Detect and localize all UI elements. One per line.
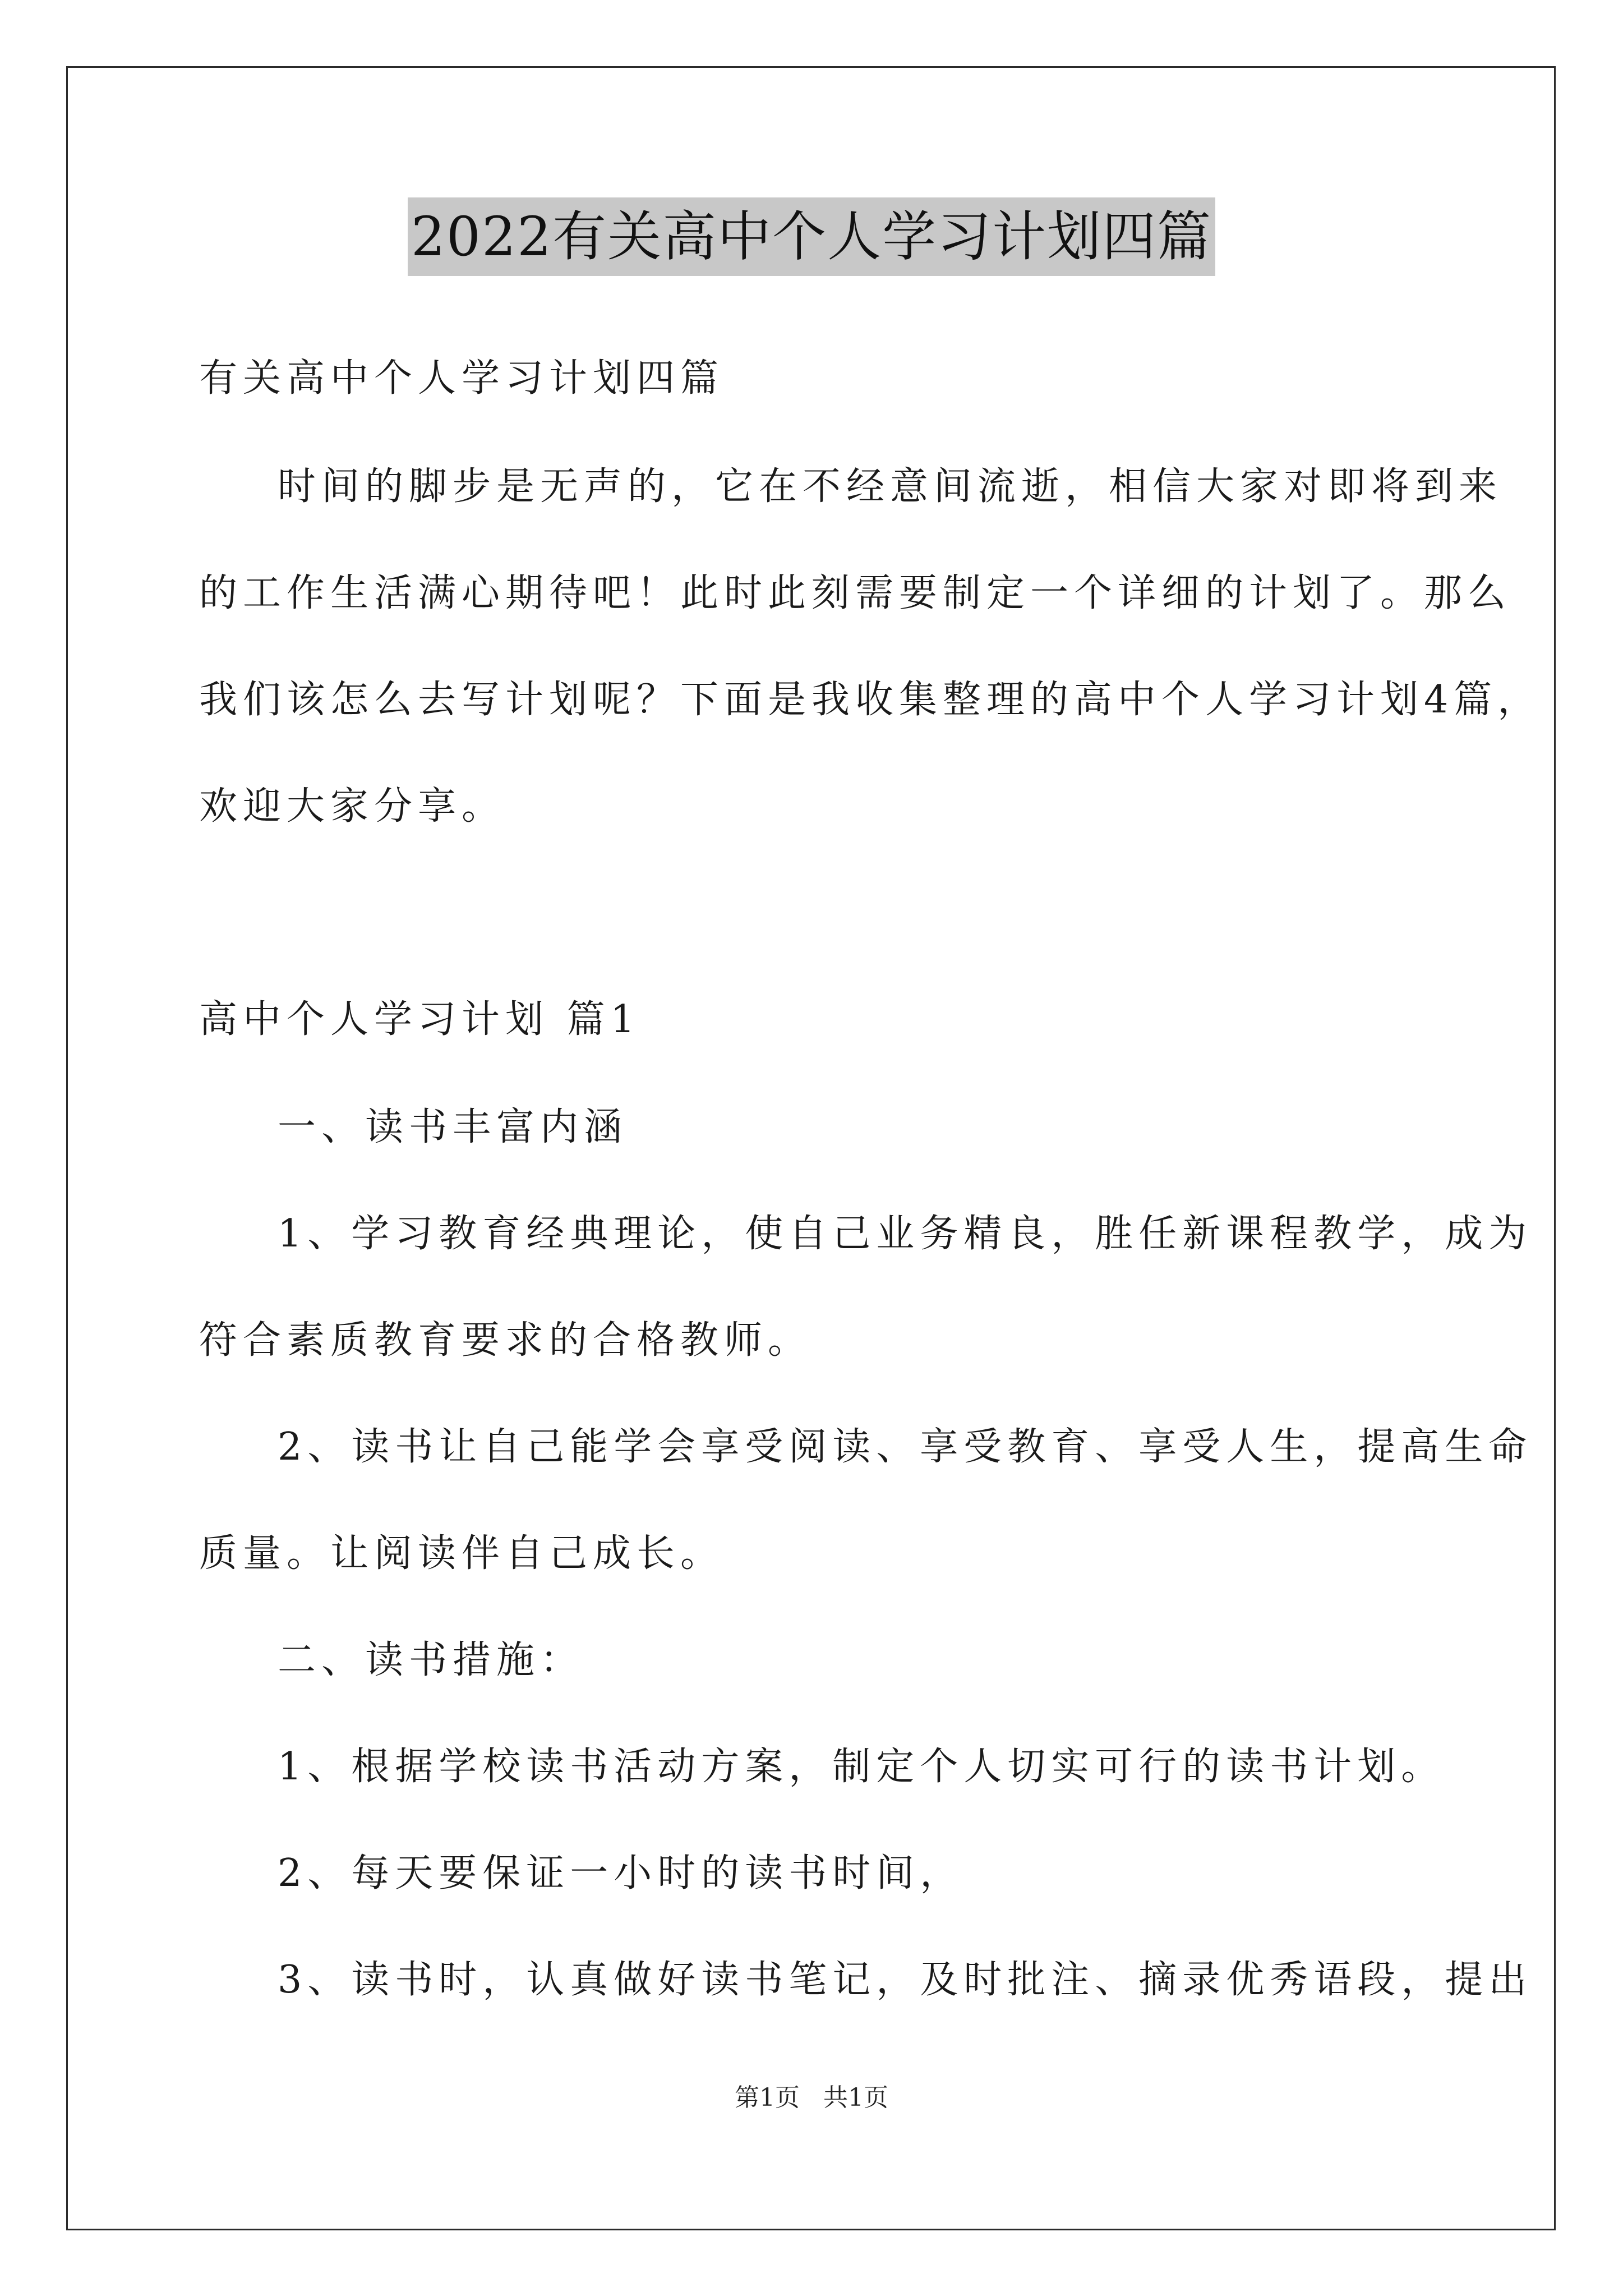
- intro-line-2: 的工作生活满心期待吧！此时此刻需要制定一个详细的计划了。那么: [199, 571, 1512, 615]
- measure-1: 1、根据学校读书活动方案，制定个人切实可行的读书计划。: [278, 1745, 1445, 1789]
- intro-line-3: 我们该怎么去写计划呢？下面是我收集整理的高中个人学习计划4篇，: [199, 678, 1542, 722]
- page-number: 第1页: [735, 2083, 800, 2112]
- item-2-line-2: 质量。让阅读伴自己成长。: [199, 1531, 725, 1576]
- page-footer: [0, 2081, 1623, 2115]
- subtitle: 有关高中个人学习计划四篇: [199, 356, 725, 401]
- page-total: 共1页: [823, 2083, 888, 2112]
- intro-line-4: 欢迎大家分享。: [199, 784, 506, 829]
- item-2-line-1: 2、读书让自己能学会享受阅读、享受教育、享受人生，提高生命: [278, 1425, 1533, 1469]
- title-container: [0, 197, 1623, 276]
- heading-2: 二、读书措施：: [278, 1638, 584, 1682]
- measure-2: 2、每天要保证一小时的读书时间，: [278, 1851, 964, 1895]
- intro-line-1: 时间的脚步是无声的，它在不经意间流逝，相信大家对即将到来: [278, 464, 1503, 509]
- document-title: 2022有关高中个人学习计划四篇: [408, 197, 1215, 276]
- section-title: 高中个人学习计划 篇1: [199, 997, 640, 1042]
- item-1-line-1: 1、学习教育经典理论，使自己业务精良，胜任新课程教学，成为: [278, 1212, 1533, 1256]
- measure-3: 3、读书时，认真做好读书笔记，及时批注、摘录优秀语段，提出: [278, 1958, 1533, 2002]
- item-1-line-2: 符合素质教育要求的合格教师。: [199, 1318, 812, 1363]
- heading-1: 一、读书丰富内涵: [278, 1105, 628, 1149]
